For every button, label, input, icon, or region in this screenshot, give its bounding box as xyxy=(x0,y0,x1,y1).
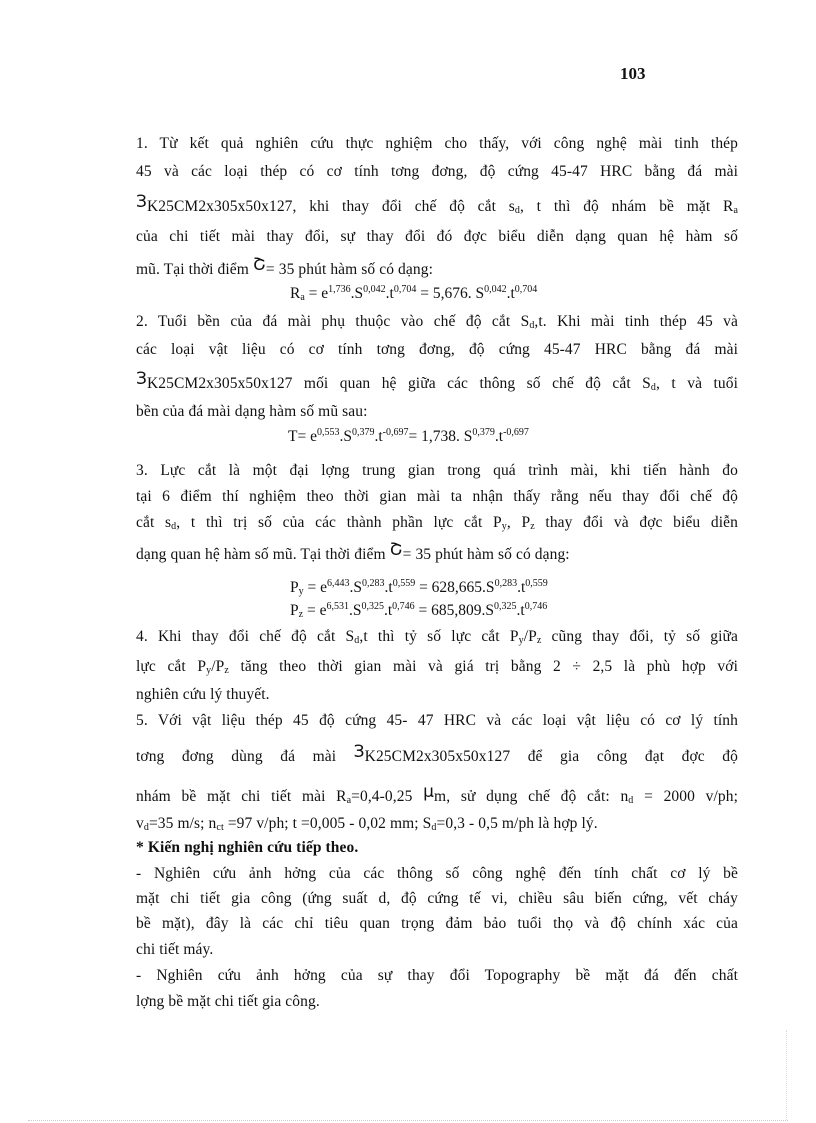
recommend-heading: * Kiến nghị nghiên cứu tiếp theo. xyxy=(136,839,359,856)
item2-line1: 2. Tuổi bền của đá mài phụ thuộc vào chế độ cắt $S_d,t$. Khi mài tinh thép 45 và xyxy=(136,313,738,331)
formula-pz: $P_z = e^{6,531}.S^{0,325}.t^{0,746} = 685,809.S^{0,325}.t^{0,746}$ xyxy=(290,601,548,620)
item1-line4: của chi tiết mài thay đổi, sự thay đổi đó đợc biểu diễn dạng quan hệ hàm số xyxy=(136,228,738,245)
ze-symbol: З xyxy=(136,192,147,212)
item2-line4: bền của đá mài dạng hàm số mũ sau: xyxy=(136,403,368,420)
ze-symbol: З xyxy=(353,742,365,762)
item3-line3: cắt $s_d$, t thì trị số của các thành phần lực cắt $P_y$, $P_z$ thay đổi và đợc biểu diễn xyxy=(136,514,739,532)
recommend-b1-line4: chi tiết máy. xyxy=(136,941,214,958)
micro-symbol: µ xyxy=(423,782,435,802)
item3-line4: dạng quan hệ hàm số mũ. Tại thời điểm Շ= 35 phút hàm số có dạng: xyxy=(136,540,570,563)
recommend-b2-line1: - Nghiên cứu ảnh hởng của sự thay đổi Topography bề mặt đá đến chất xyxy=(136,967,738,984)
recommend-b1-line3: bề mặt), đây là các chỉ tiêu quan trọng đảm bảo tuổi thọ và độ chính xác của xyxy=(136,915,738,932)
item1-line1: 1. Từ kết quả nghiên cứu thực nghiệm cho thấy, với công nghệ mài tinh thép xyxy=(136,135,738,152)
item1-line2: 45 và các loại thép có cơ tính tơng đơng, độ cứng 45-47 HRC bằng đá mài xyxy=(136,163,738,180)
item5-line4: $v_d=35$ m/s; $n_{ct} =97$ v/ph; t =0,005 - 0,02 mm; $S_d=0,3 - 0,5$ m/ph là hợp lý. xyxy=(136,815,598,833)
recommend-b1-line2: mặt chi tiết gia công (ứng suất d, độ cứng tế vi, chiều sâu biến cứng, vết cháy xyxy=(136,890,738,907)
item5-line1: 5. Với vật liệu thép 45 độ cứng 45- 47 HRC và các loại vật liệu có cơ lý tính xyxy=(136,712,738,729)
tau-symbol: Շ xyxy=(389,540,403,560)
item3-line1: 3. Lực cắt là một đại lợng trung gian trong quá trình mài, khi tiến hành đo xyxy=(136,462,738,479)
item4-line2: lực cắt $P_y/P_z$ tăng theo thời gian mài và giá trị bằng 2 ÷ 2,5 là phù hợp với xyxy=(136,658,738,676)
item5-line2: tơng đơng dùng đá mài ЗK25CM2x305x50x127 để gia công đạt đợc độ xyxy=(136,742,738,765)
page-number: 103 xyxy=(620,64,646,83)
page-right-border xyxy=(786,1030,787,1120)
item3-line2: tại 6 điểm thí nghiệm theo thời gian mài ta nhận thấy rằng nếu thay đổi chế độ xyxy=(136,488,738,505)
ze-symbol: З xyxy=(136,369,147,389)
formula-py: $P_y = e^{6,443}.S^{0,283}.t^{0,559} = 628,665.S^{0,283}.t^{0,559}$ xyxy=(290,578,548,597)
item2-line3: ЗK25CM2x305x50x127 mối quan hệ giữa các thông số chế độ cắt $S_d$, t và tuổi xyxy=(136,369,738,393)
item4-line3: nghiên cứu lý thuyết. xyxy=(136,686,270,703)
recommend-b1-line1: - Nghiên cứu ảnh hởng của các thông số công nghệ đến tính chất cơ lý bề xyxy=(136,865,738,882)
tau-symbol: Շ xyxy=(252,255,266,275)
formula-ra: $R_a = e^{1,736}.S^{0,042}.t^{0,704} = 5,676$. $S^{0,042}.t^{0,704}$ xyxy=(290,284,538,303)
item1-line5: mũ. Tại thời điểm Շ= 35 phút hàm số có dạng: xyxy=(136,255,433,278)
formula-t: $T= e^{0,553}.S^{0,379}.t^{-0,697}= 1,738$. $S^{0,379}.t^{-0,697}$ xyxy=(288,427,529,445)
recommend-b2-line2: lợng bề mặt chi tiết gia công. xyxy=(136,993,320,1010)
page-bottom-border xyxy=(28,1120,788,1121)
item5-line3: nhám bề mặt chi tiết mài $R_a=0,4-0,25$ µm, sử dụng chế độ cắt: $n_d = 2000$ v/ph; xyxy=(136,782,738,806)
item1-line3: ЗK25CM2x305x50x127, khi thay đổi chế độ cắt $s_d$, t thì độ nhám bề mặt $R_a$ xyxy=(136,192,738,216)
item2-line2: các loại vật liệu có cơ tính tơng đơng, độ cứng 45-47 HRC bằng đá mài xyxy=(136,341,738,358)
item4-line1: 4. Khi thay đổi chế độ cắt $S_d,t$ thì tỷ số lực cắt $P_y/P_z$ cũng thay đổi, tỷ số giữa xyxy=(136,628,738,646)
